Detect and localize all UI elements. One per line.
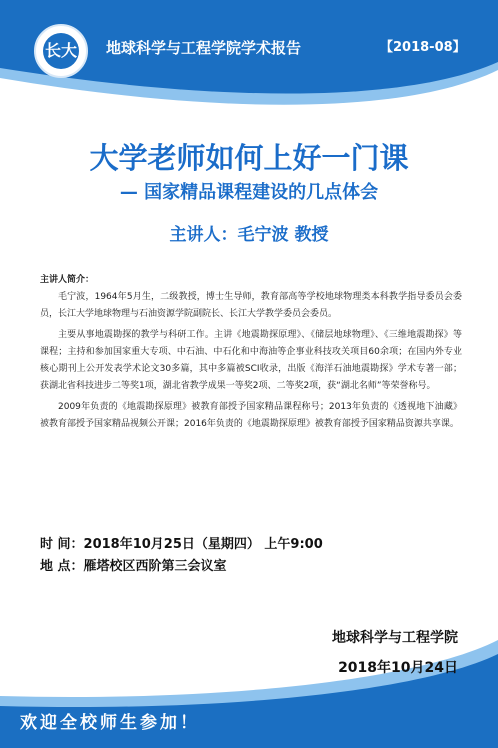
event-details [40,536,323,580]
lecture-subtitle: — 国家精品课程建设的几点体会 [119,182,379,203]
speaker-line: 主讲人：毛宁波 教授 [169,225,329,245]
report-number: 【2018-08】 [380,40,466,55]
report-series-title: 地球科学与工程学院学术报告 [106,39,302,57]
speaker-bio [40,272,462,433]
event-time: 时 间：2018年10月25日（星期四） 上午9:00 [40,537,323,552]
bio-paragraph: 2009年负责的《地震勘探原理》被教育部授予国家精品课程称号；2013年负责的《透视地下油藏》被教育部授予国家精品视频公开课；2016年负责的《地震勘探原理》被教育部授予国家精品资源共享课。 [40,402,462,429]
university-logo [34,24,88,78]
university-seal-icon [43,33,79,69]
event-location: 地 点：雁塔校区西阶第三会议室 [40,559,227,574]
bio-paragraph: 毛宁波，1964年5月生，二级教授，博士生导师，教育部高等学校地球物理类本科教学指导委员会委员，长江大学地球物理与石油资源学院副院长、长江大学教学委员会委员。 [40,292,462,319]
organizer-name: 地球科学与工程学院 [332,630,458,646]
logo-text: 长大 [44,41,77,60]
lecture-title: 大学老师如何上好一门课 [89,141,409,175]
bio-heading: 主讲人简介： [40,275,95,285]
bio-paragraph: 主要从事地震勘探的教学与科研工作。主讲《地震勘探原理》、《储层地球物理》、《三维地震勘探》等课程；主持和参加国家重大专项、中石油、中石化和中海油等企事业科技攻关项目60余项；在国内外专业核心期刊上公开发表学术论文30多篇，其中多篇被SCI收录，出版《海洋石油地震勘探》学术专著一部；获湖北省科技进步二等奖1项，湖北省教学成果一等奖2项、二等奖2项，获“湖北名师”等荣誉称号。 [40,330,462,391]
welcome-message: 欢迎全校师生参加！ [20,713,200,733]
announcement-date: 2018年10月24日 [338,660,458,676]
